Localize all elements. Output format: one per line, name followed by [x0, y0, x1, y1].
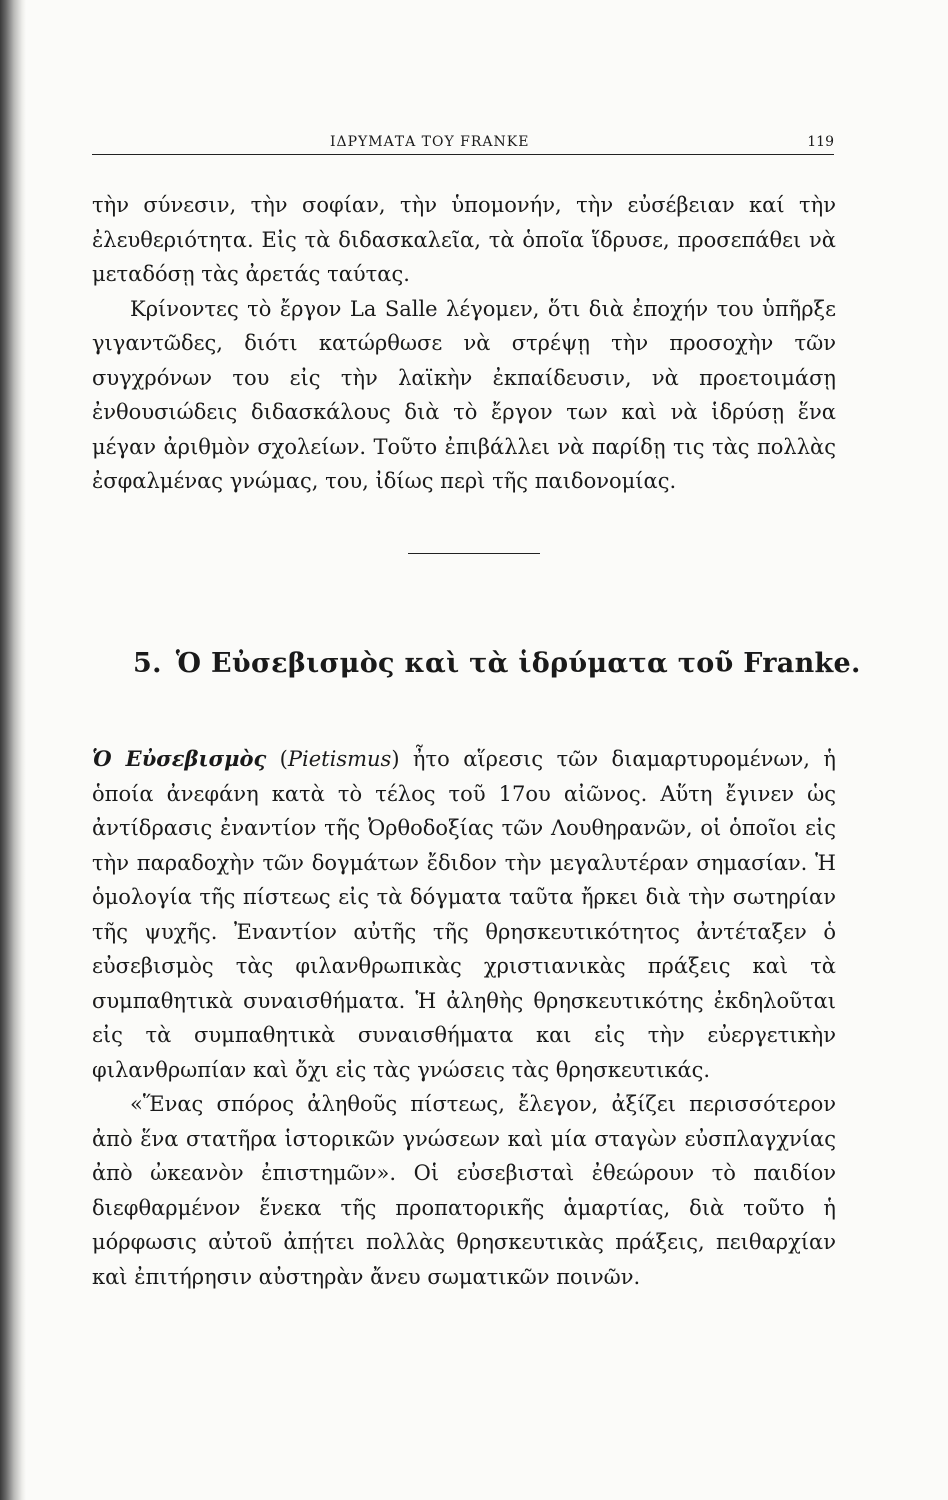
- paragraph-pietist-quote: «Ἕνας σπόρος ἀληθοῦς πίστεως, ἔλεγον, ἀξίζει περισσότερον ἀπὸ ἕνα στατῆρα ἱστορικῶν γνώσεων καὶ μία σταγὼν εὐσπλαγχνίας ἀπὸ ὠκεανὸν ἐπιστημῶν». Οἱ εὐσεβισταὶ ἐθεώρουν τὸ παιδίον διεφθαρμένον ἕνεκα τῆς προπατορικῆς ἁμαρτίας, διὰ τοῦτο ἡ μόρφωσις αὐτοῦ ἀπῄτει πολλὰς θρησκευτικὰς πράξεις, πειθαρχίαν καὶ ἐπιτήρησιν αὐστηρὰν ἄνευ σωματικῶν ποινῶν.: [92, 1092, 836, 1289]
- term-pietismus: Pietismus: [287, 747, 392, 771]
- section-number: 5.: [133, 648, 162, 679]
- paragraph-continuation: τὴν σύνεσιν, τὴν σοφίαν, τὴν ὑπομονήν, τὴν εὐσέβειαν καί τὴν ἐλευθεριότητα. Εἰς τὰ διδασκαλεῖα, τὰ ὁποῖα ἵδρυσε, προσεπάθει νὰ μεταδόσῃ τὰς ἀρετάς ταύτας.: [92, 193, 836, 286]
- section-title: Ὁ Εὐσεβισμὸς καὶ τὰ ἱδρύματα τοῦ Franke.: [175, 648, 861, 679]
- page-number: 119: [807, 134, 834, 150]
- running-title: ΙΔΡΥΜΑΤΑ ΤΟΥ FRANKE: [330, 134, 530, 150]
- section-heading: [133, 648, 861, 679]
- running-header: [92, 132, 834, 155]
- section-divider: [408, 553, 540, 554]
- paragraph-pietism-intro: [92, 742, 836, 1087]
- term-eusebismos: Ὁ Εὐσεβισμὸς: [92, 746, 267, 771]
- paragraph-pietism-text: ἦτο αἵρεσις τῶν διαμαρτυρομένων, ἡ ὁποία ἀνεφάνη κατὰ τὸ τέλος τοῦ 17ου αἰῶνος. Αὕτη ἔγινεν ὡς ἀντίδρασις ἐναντίον τῆς Ὀρθοδοξίας τῶν Λουθηρανῶν, οἱ ὁποῖοι εἰς τὴν παραδοχὴν τῶν δογμάτων ἔδιδον τὴν μεγαλυτέραν σημασίαν. Ἡ ὁμολογία τῆς πίστεως εἰς τὰ δόγματα ταῦτα ἤρκει διὰ τὴν σωτηρίαν τῆς ψυχῆς. Ἐναντίον αὐτῆς τῆς θρησκευτικότητος ἀντέταξεν ὁ εὐσεβισμὸς τὰς φιλανθρωπικὰς χριστιανικὰς πράξεις καὶ τὰ συμπαθητικὰ συναισθήματα. Ἡ ἀληθὴς θρησκευτικότης ἐκδηλοῦται εἰς τὰ συμπαθητικὰ συναισθήματα και εἰς τὴν εὐεργετικὴν φιλανθρωπίαν καὶ ὄχι εἰς τὰς γνώσεις τὰς θρησκευτικάς.: [92, 747, 836, 1082]
- paren-open: (: [266, 747, 288, 771]
- paragraph-la-salle: Κρίνοντες τὸ ἔργον La Salle λέγομεν, ὅτι διὰ ἐποχήν του ὑπῆρξε γιγαντῶδες, διότι κατώρθωσε νὰ στρέψῃ τὴν προσοχὴν τῶν συγχρόνων του εἰς τὴν λαϊκὴν ἐκπαίδευσιν, νὰ προετοιμάσῃ ἐνθουσιώδεις διδασκάλους διὰ τὸ ἔργον των καὶ νὰ ἱδρύσῃ ἕνα μέγαν ἀριθμὸν σχολείων. Τοῦτο ἐπιβάλλει νὰ παρίδῃ τις τὰς πολλὰς ἐσφαλμένας γνώμας, του, ἰδίως περὶ τῆς παιδονομίας.: [92, 296, 836, 493]
- page-gutter-shadow: [0, 0, 26, 1500]
- text-block-pietism: [92, 742, 836, 1294]
- paren-close: ): [391, 747, 400, 771]
- text-block-top: [92, 188, 836, 499]
